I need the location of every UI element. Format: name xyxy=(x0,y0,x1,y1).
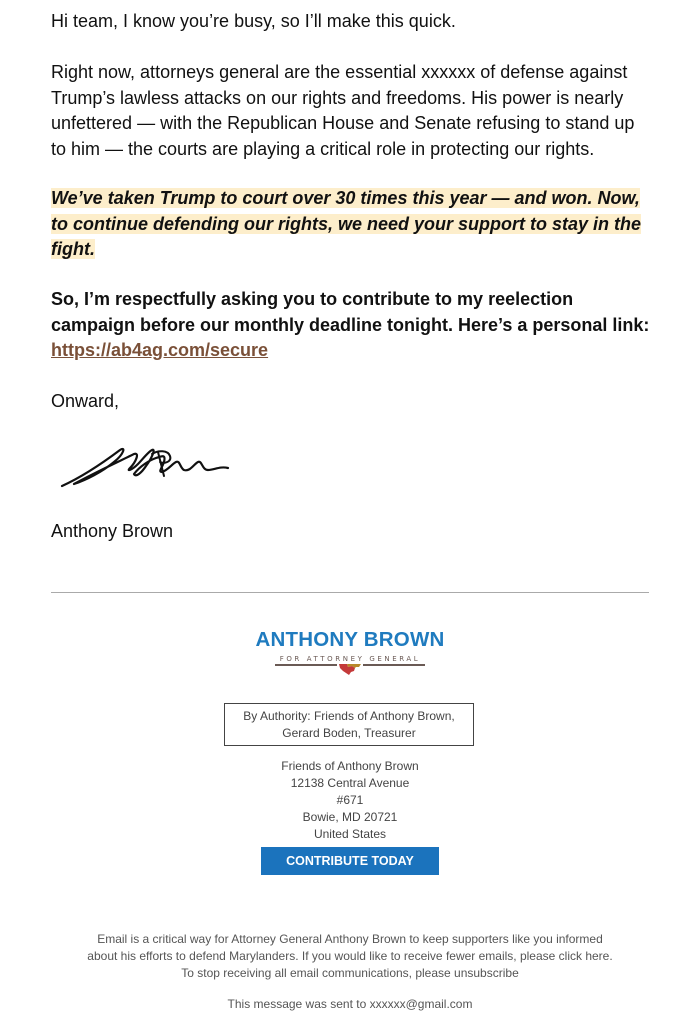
address-line: 12138 Central Avenue xyxy=(290,776,410,790)
logo-name: ANTHONY BROWN xyxy=(255,628,445,651)
notice-line-1: Email is a critical way for Attorney General Anthony Brown to keep supporters like you informed xyxy=(97,932,603,946)
greeting: Hi team, I know you’re busy, so I’ll make this quick. xyxy=(51,11,456,31)
authority-line-2: Gerard Boden, Treasurer xyxy=(282,726,416,740)
authority-box xyxy=(224,703,474,746)
sent-to-notice xyxy=(100,997,600,1011)
campaign-logo xyxy=(250,628,450,678)
maryland-flag-icon xyxy=(275,663,425,677)
logo-subtitle: FOR ATTORNEY GENERAL xyxy=(279,655,421,663)
contribute-button[interactable]: CONTRIBUTE TODAY xyxy=(261,847,439,875)
signoff: Onward, xyxy=(51,391,120,411)
notice-line-3-text: To stop receiving all email communications, xyxy=(181,966,416,980)
notice-line-3 xyxy=(60,965,640,982)
address-line: United States xyxy=(313,827,387,841)
mailing-address xyxy=(200,758,500,843)
address-line: Bowie, MD 20721 xyxy=(302,810,398,824)
footer-notice xyxy=(60,931,640,982)
paragraph-1: Right now, attorneys general are the essential xxxxxx of defense against Trump’s lawless attacks on our rights and freedoms. His power is nearly unfettered — with the Republican House and Senate refusing to stand up to him — the courts are playing a critical role in protecting our rights. xyxy=(51,62,635,159)
address-line: Friends of Anthony Brown xyxy=(281,759,419,773)
recipient-email: xxxxxx@gmail.com xyxy=(369,997,473,1011)
signature-image xyxy=(56,440,236,492)
sent-prefix: This message was sent to xyxy=(227,997,370,1011)
highlight-container xyxy=(51,186,651,263)
fewer-emails-link[interactable]: please click here. xyxy=(519,949,613,963)
address-line: #671 xyxy=(336,793,364,807)
signature-name-container xyxy=(51,519,651,545)
signature-name: Anthony Brown xyxy=(51,521,174,541)
secure-link[interactable]: https://ab4ag.com/secure xyxy=(51,340,269,360)
highlight-text: We’ve taken Trump to court over 30 times this year — and won. Now, to continue defending our rights, we need your support to stay in the fight. xyxy=(51,188,642,259)
ask-container xyxy=(51,287,651,364)
signoff-container xyxy=(51,389,651,415)
unsubscribe-link[interactable]: please unsubscribe xyxy=(415,966,519,980)
paragraph-1-container xyxy=(51,60,651,162)
authority-line-1: By Authority: Friends of Anthony Brown, xyxy=(243,709,455,723)
ask-text: So, I’m respectfully asking you to contribute to my reelection campaign before our monthly deadline tonight. Here’s a personal link: xyxy=(51,289,650,335)
notice-line-2 xyxy=(60,948,640,965)
divider xyxy=(51,592,649,593)
email-body xyxy=(51,9,651,35)
notice-line-2-text: about his efforts to defend Marylanders. If you would like to receive fewer emails, xyxy=(87,949,520,963)
